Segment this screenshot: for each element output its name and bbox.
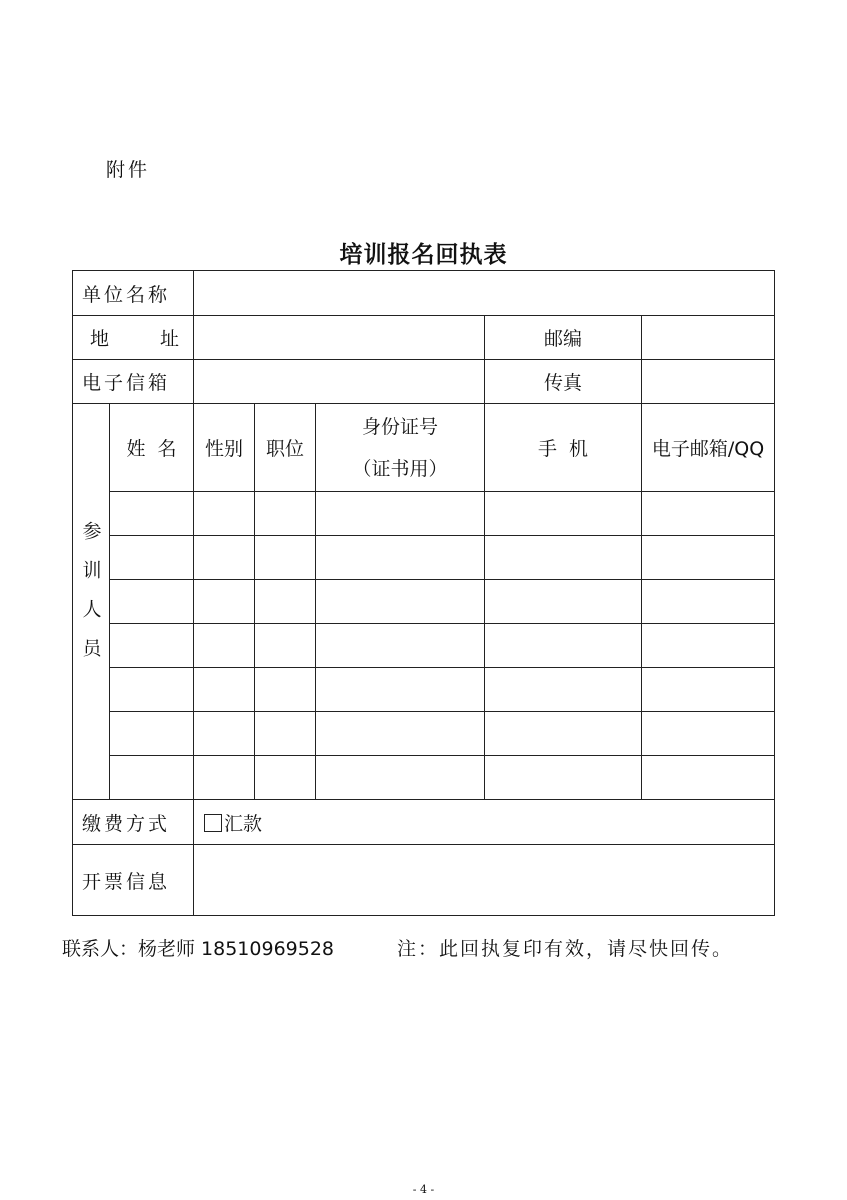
col-id-header (316, 404, 485, 492)
col-id-text: 身份证号 (362, 415, 439, 438)
footer-note: 注：此回执复印有效，请尽快回传。 (397, 938, 734, 960)
participant-gender-cell[interactable] (194, 492, 255, 536)
participant-name-cell[interactable] (110, 536, 194, 580)
registration-form-table (72, 270, 775, 916)
email-field[interactable] (194, 360, 485, 404)
participants-label: 参训人员 (79, 521, 102, 677)
participant-position-cell[interactable] (255, 492, 316, 536)
postcode-field[interactable] (642, 316, 775, 360)
participant-gender-cell[interactable] (194, 580, 255, 624)
participant-phone-cell[interactable] (485, 756, 642, 800)
participant-name-cell[interactable] (110, 580, 194, 624)
email-label: 电子信箱 (73, 360, 194, 404)
participant-name-cell[interactable] (110, 668, 194, 712)
participant-phone-cell[interactable] (485, 492, 642, 536)
participant-email-cell[interactable] (642, 492, 775, 536)
participant-id-cell[interactable] (316, 712, 485, 756)
participant-email-cell[interactable] (642, 580, 775, 624)
participant-email-cell[interactable] (642, 536, 775, 580)
row-unit-name (73, 271, 775, 316)
participant-row (73, 668, 775, 712)
address-label-part2: 址 (160, 328, 180, 350)
payment-label: 缴费方式 (73, 800, 194, 845)
participant-id-cell[interactable] (316, 492, 485, 536)
participant-phone-cell[interactable] (485, 668, 642, 712)
participant-id-cell[interactable] (316, 668, 485, 712)
participant-row (73, 536, 775, 580)
row-email (73, 360, 775, 404)
participants-header-row (73, 404, 775, 492)
col-id-note: （证书用） (352, 457, 448, 480)
row-invoice (73, 845, 775, 916)
participant-position-cell[interactable] (255, 712, 316, 756)
participant-row (73, 712, 775, 756)
remittance-label: 汇款 (224, 812, 263, 835)
postcode-label: 邮编 (485, 316, 642, 360)
participant-position-cell[interactable] (255, 668, 316, 712)
col-gender-header: 性别 (194, 404, 255, 492)
address-label (73, 316, 194, 360)
participant-phone-cell[interactable] (485, 536, 642, 580)
participant-position-cell[interactable] (255, 580, 316, 624)
participant-id-cell[interactable] (316, 756, 485, 800)
participant-gender-cell[interactable] (194, 712, 255, 756)
participant-email-cell[interactable] (642, 756, 775, 800)
participant-row (73, 756, 775, 800)
participant-gender-cell[interactable] (194, 536, 255, 580)
col-name-header (110, 404, 194, 492)
participant-phone-cell[interactable] (485, 624, 642, 668)
participant-email-cell[interactable] (642, 624, 775, 668)
participant-name-cell[interactable] (110, 756, 194, 800)
col-phone-text: 手 机 (537, 438, 589, 460)
attachment-label: 附件 (106, 159, 151, 181)
participant-name-cell[interactable] (110, 624, 194, 668)
participant-email-cell[interactable] (642, 668, 775, 712)
participant-phone-cell[interactable] (485, 712, 642, 756)
col-position-header: 职位 (255, 404, 316, 492)
unit-name-field[interactable] (194, 271, 775, 316)
participant-id-cell[interactable] (316, 536, 485, 580)
participant-position-cell[interactable] (255, 536, 316, 580)
contact-info: 联系人：杨老师 18510969528 (62, 938, 335, 960)
participant-name-cell[interactable] (110, 492, 194, 536)
participant-phone-cell[interactable] (485, 580, 642, 624)
col-name-text: 姓 名 (126, 438, 177, 460)
col-email-qq-header: 电子邮箱/QQ (642, 404, 775, 492)
participant-gender-cell[interactable] (194, 756, 255, 800)
address-label-part1: 地 (90, 328, 110, 350)
col-phone-header (485, 404, 642, 492)
participant-gender-cell[interactable] (194, 668, 255, 712)
fax-field[interactable] (642, 360, 775, 404)
participant-gender-cell[interactable] (194, 624, 255, 668)
participant-row (73, 580, 775, 624)
unit-name-label: 单位名称 (73, 271, 194, 316)
form-title: 培训报名回执表 (339, 241, 508, 268)
participant-name-cell[interactable] (110, 712, 194, 756)
participant-id-cell[interactable] (316, 624, 485, 668)
address-field[interactable] (194, 316, 485, 360)
remittance-checkbox[interactable] (204, 814, 222, 832)
participant-email-cell[interactable] (642, 712, 775, 756)
row-address (73, 316, 775, 360)
participant-id-cell[interactable] (316, 580, 485, 624)
participant-row (73, 624, 775, 668)
row-payment (73, 800, 775, 845)
fax-label: 传真 (485, 360, 642, 404)
invoice-label: 开票信息 (73, 845, 194, 916)
participant-position-cell[interactable] (255, 756, 316, 800)
participants-label-cell (73, 404, 110, 800)
page-number: - 4 - (412, 1183, 435, 1196)
invoice-field[interactable] (194, 845, 775, 916)
participant-position-cell[interactable] (255, 624, 316, 668)
payment-field (194, 800, 775, 845)
participant-row (73, 492, 775, 536)
